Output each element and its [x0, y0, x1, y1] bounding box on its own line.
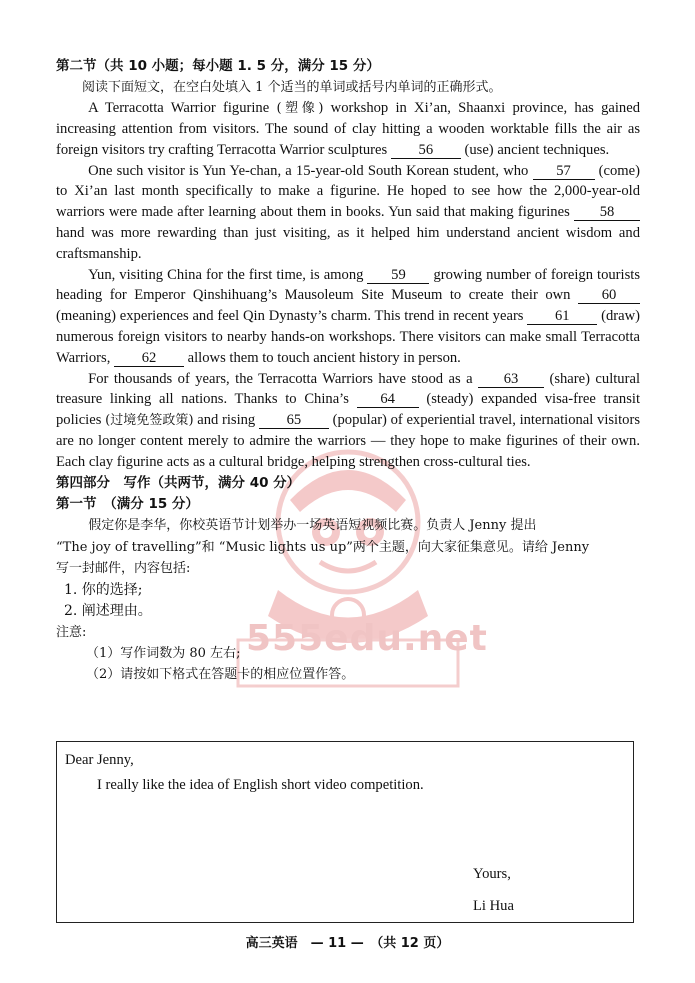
- blank-59: 59: [367, 268, 429, 284]
- letter-answer-box: [56, 741, 634, 923]
- passage-paragraph-4: For thousands of years, the Terracotta Warriors have stood as a 63 (share) cultural treasure linking all nations. Thanks to China’s 64 (steady) expanded visa-free transit policies (过境免签政策) and rising 65 (popular) of experiential travel, international visitors are no longer content merely to admire the warriors — they hope to make figurines of their own. Each clay figurine acts as a cultural bridge, helping strengthen cross-cultural ties.: [56, 370, 640, 470]
- part-four-heading: 第四部分 写作（共两节，满分 40 分）: [56, 474, 301, 491]
- letter-greeting: Dear Jenny,: [65, 752, 134, 768]
- blank-65: 65: [259, 413, 329, 429]
- blank-58: 58: [574, 205, 640, 221]
- task-point-2: 2. 阐述理由。: [64, 602, 152, 619]
- passage-paragraph-1: A Terracotta Warrior figurine (塑像) workshop in Xi’an, Shaanxi province, has gained increasing attention from visitors. The sound of clay hitting a wooden worktable fills the air as foreign visitors try crafting Terracotta Warrior sculptures 56 (use) ancient techniques.: [56, 100, 640, 158]
- section-two-instruction: 阅读下面短文，在空白处填入 1 个适当的单词或括号内单词的正确形式。: [82, 80, 502, 95]
- page-footer: 高三英语 — 11 — （共 12 页）: [245, 936, 450, 951]
- task-point-1: 1. 你的选择;: [64, 582, 143, 599]
- blank-57: 57: [533, 164, 595, 180]
- section-two-heading: 第二节（共 10 小题；每小题 1. 5 分，满分 15 分）: [56, 58, 380, 74]
- blank-56: 56: [391, 143, 461, 159]
- part-four-subheading: 第一节 （满分 15 分）: [56, 495, 199, 512]
- passage-paragraph-3: Yun, visiting China for the first time, is among 59 growing number of foreign tourists heading for Emperor Qinshihuang’s Mausoleum Site Museum to create their own 60 (meaning) experiences and feel Qin Dynasty’s charm. This trend in recent years 61 (draw) numerous foreign visitors to nearby hands-on workshops. There visitors can make small Terracotta Warriors, 62 allows them to touch ancient history in person.: [56, 266, 640, 366]
- note-item-1: （1）写作词数为 80 左右;: [86, 645, 241, 661]
- blank-60: 60: [578, 288, 640, 304]
- exam-page: [56, 56, 640, 685]
- blank-61: 61: [527, 309, 597, 325]
- note-label: 注意:: [56, 624, 87, 640]
- letter-body: I really like the idea of English short video competition.: [97, 777, 424, 793]
- note-item-2: （2）请按如下格式在答题卡的相应位置作答。: [86, 666, 355, 682]
- blank-62: 62: [114, 351, 184, 367]
- blank-64: 64: [357, 392, 419, 408]
- letter-closing: Yours,: [473, 866, 511, 882]
- blank-63: 63: [478, 372, 544, 388]
- watermark-text: 555edu.net: [246, 618, 488, 659]
- passage-paragraph-2: One such visitor is Yun Ye-chan, a 15-year-old South Korean student, who 57 (come) to Xi’an last month specifically to make a figurine. He hoped to see how the 2,000-year-old warriors were made after learning about them in books. Yun said that making figurines 58 hand was more rewarding than just visiting, as it helped him understand ancient wisdom and craftsmanship.: [56, 162, 640, 262]
- writing-task: 假定你是李华，你校英语节计划举办一场英语短视频比赛。负责人 Jenny 提出 “The joy of travelling”和 “Music lights us up”两个主题，向大家征集意见。请给 Jenny 写一封邮件，内容包括:: [56, 517, 590, 577]
- letter-signature: Li Hua: [473, 898, 514, 914]
